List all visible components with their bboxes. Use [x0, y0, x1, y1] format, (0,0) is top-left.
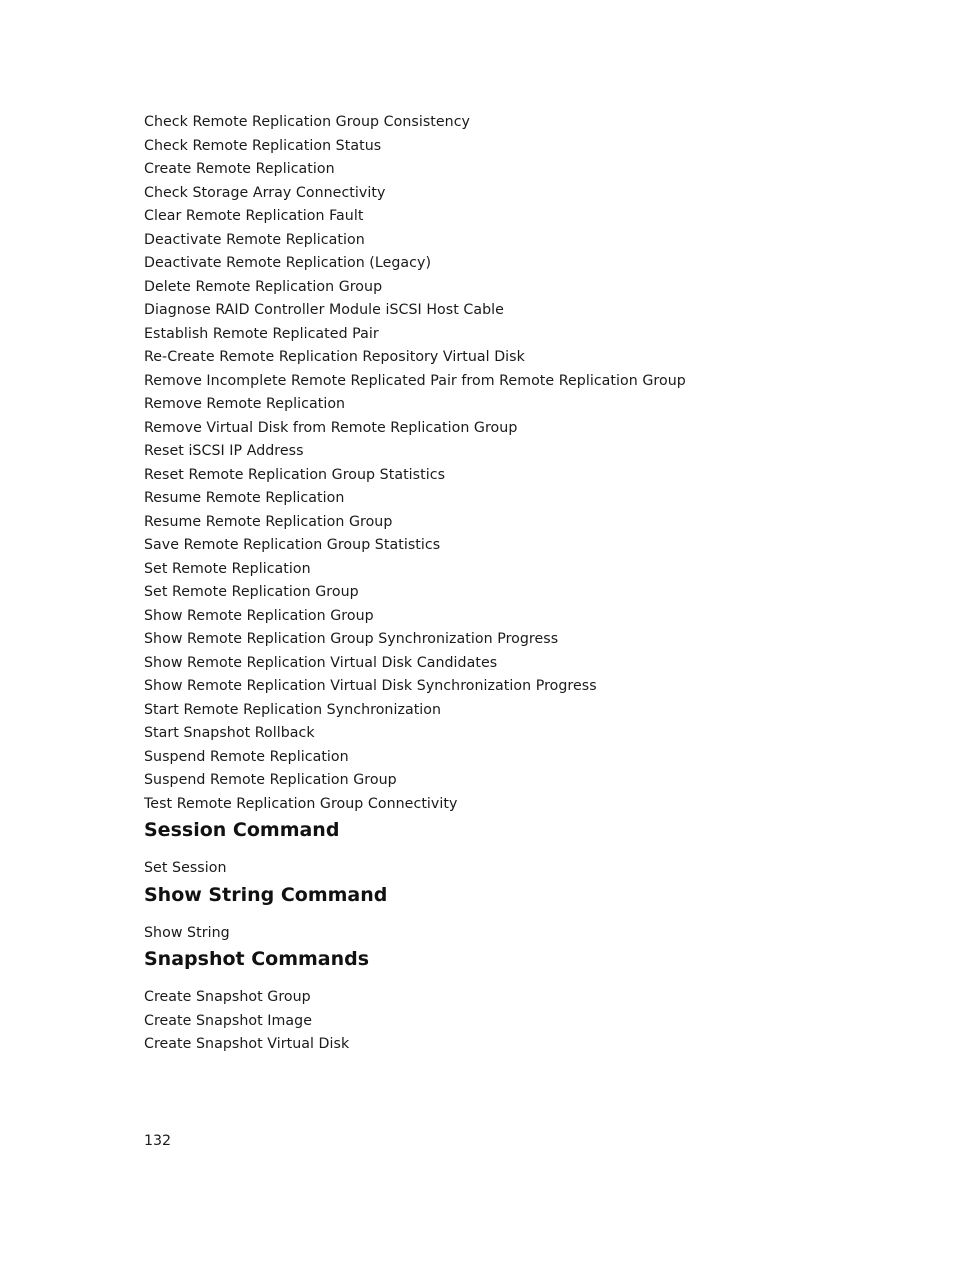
snapshot-command-list	[144, 986, 844, 1057]
list-item: Deactivate Remote Replication (Legacy)	[144, 255, 432, 271]
section-heading-snapshot-commands: Snapshot Commands	[144, 948, 370, 970]
list-item: Deactivate Remote Replication	[144, 231, 365, 248]
list-item: Establish Remote Replicated Pair	[144, 325, 379, 342]
section-heading-session-command: Session Command	[144, 819, 340, 841]
list-item: Create Snapshot Group	[144, 989, 311, 1005]
list-item: Diagnose RAID Controller Module iSCSI Host Cable	[144, 302, 504, 318]
list-item: Check Remote Replication Group Consistency	[144, 114, 471, 130]
list-item: Re-Create Remote Replication Repository Virtual Disk	[144, 349, 525, 365]
list-item: Remove Remote Replication	[144, 396, 346, 412]
list-item: Save Remote Replication Group Statistics	[144, 537, 441, 553]
list-item: Set Remote Replication	[144, 560, 311, 577]
list-item: Suspend Remote Replication Group	[144, 772, 397, 788]
list-item: Set Session	[144, 860, 227, 876]
list-item: Check Remote Replication Status	[144, 137, 382, 154]
list-item: Show Remote Replication Group Synchronization Progress	[144, 631, 559, 647]
page-number: 132	[144, 1133, 172, 1149]
list-item: Reset iSCSI IP Address	[144, 443, 304, 459]
list-item: Create Remote Replication	[144, 161, 335, 177]
list-item: Show Remote Replication Group	[144, 607, 374, 624]
list-item: Reset Remote Replication Group Statistics	[144, 466, 446, 483]
list-item: Remove Incomplete Remote Replicated Pair from Remote Replication Group	[144, 372, 686, 389]
list-item: Create Snapshot Image	[144, 1012, 312, 1029]
list-item: Clear Remote Replication Fault	[144, 208, 364, 224]
list-item: Resume Remote Replication	[144, 490, 345, 506]
list-item: Test Remote Replication Group Connectivity	[144, 795, 458, 812]
list-item: Remove Virtual Disk from Remote Replication Group	[144, 419, 518, 436]
list-item: Check Storage Array Connectivity	[144, 184, 386, 201]
list-item: Set Remote Replication Group	[144, 584, 359, 600]
page-content	[144, 111, 844, 1057]
list-item: Show Remote Replication Virtual Disk Candidates	[144, 654, 498, 671]
list-item: Start Snapshot Rollback	[144, 725, 315, 741]
list-item: Start Remote Replication Synchronization	[144, 701, 442, 718]
session-command-list	[144, 857, 844, 881]
list-item: Create Snapshot Virtual Disk	[144, 1036, 350, 1052]
remote-replication-command-list	[144, 111, 844, 816]
list-item: Suspend Remote Replication	[144, 748, 349, 765]
list-item: Resume Remote Replication Group	[144, 513, 393, 530]
list-item: Show String	[144, 924, 230, 941]
list-item: Delete Remote Replication Group	[144, 278, 383, 295]
list-item: Show Remote Replication Virtual Disk Synchronization Progress	[144, 678, 597, 694]
section-heading-show-string-command: Show String Command	[144, 883, 388, 906]
show-string-command-list	[144, 922, 844, 946]
